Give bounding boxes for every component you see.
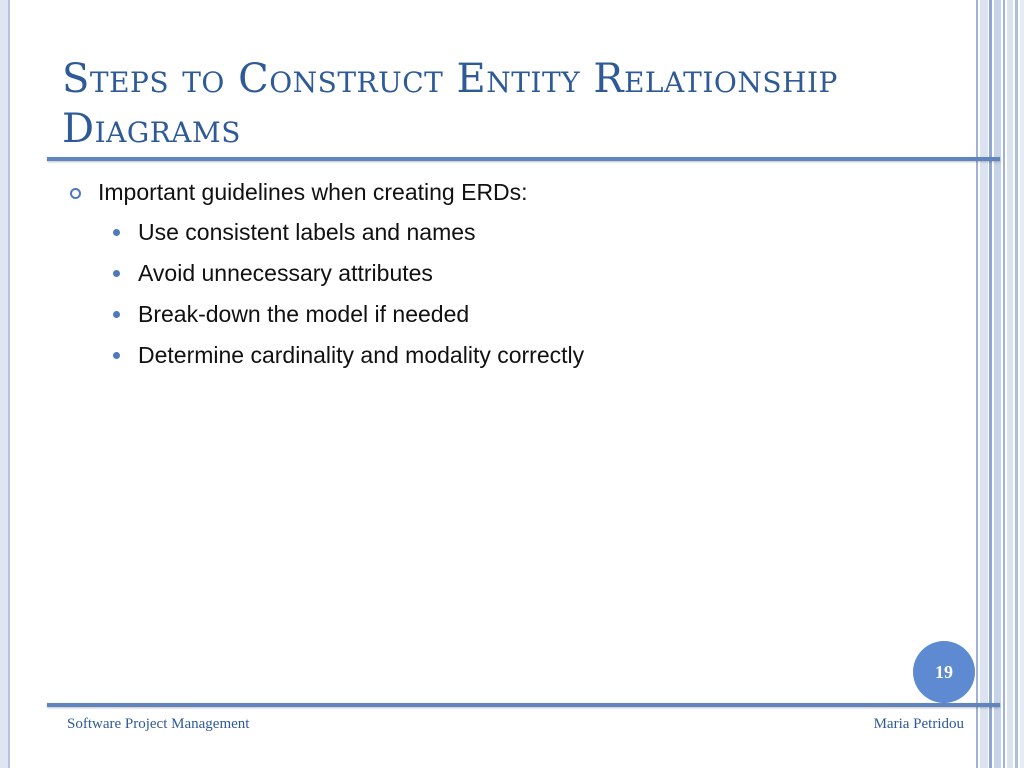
sub-bullet-text: Determine cardinality and modality correctly [138,342,585,368]
page-number-badge: 19 [913,641,975,703]
sub-bullet-text: Use consistent labels and names [138,219,476,245]
sub-bullet-item [70,253,950,294]
sub-bullet-item [70,212,950,253]
dot-bullet-icon [113,229,120,236]
dot-bullet-icon [113,352,120,359]
main-bullet-text: Important guidelines when creating ERDs: [98,179,528,205]
sub-bullet-item [70,294,950,335]
title-divider [47,157,1000,161]
main-bullet-item [70,172,950,212]
dot-bullet-icon [113,270,120,277]
sub-bullet-text: Avoid unnecessary attributes [138,260,433,286]
right-border-decoration [976,0,1024,768]
slide-title: Steps to Construct Entity Relationship Diagrams [62,56,838,152]
sub-bullet-text: Break-down the model if needed [138,301,470,327]
slide-content [70,172,950,376]
sub-bullet-item [70,335,950,376]
dot-bullet-icon [113,311,120,318]
sub-bullet-list [70,212,950,376]
footer-author: Maria Petridou [873,716,964,732]
footer-divider [47,703,1000,707]
footer-course-title: Software Project Management [67,716,250,732]
left-border-decoration [0,0,10,768]
hollow-circle-bullet-icon [70,188,81,199]
